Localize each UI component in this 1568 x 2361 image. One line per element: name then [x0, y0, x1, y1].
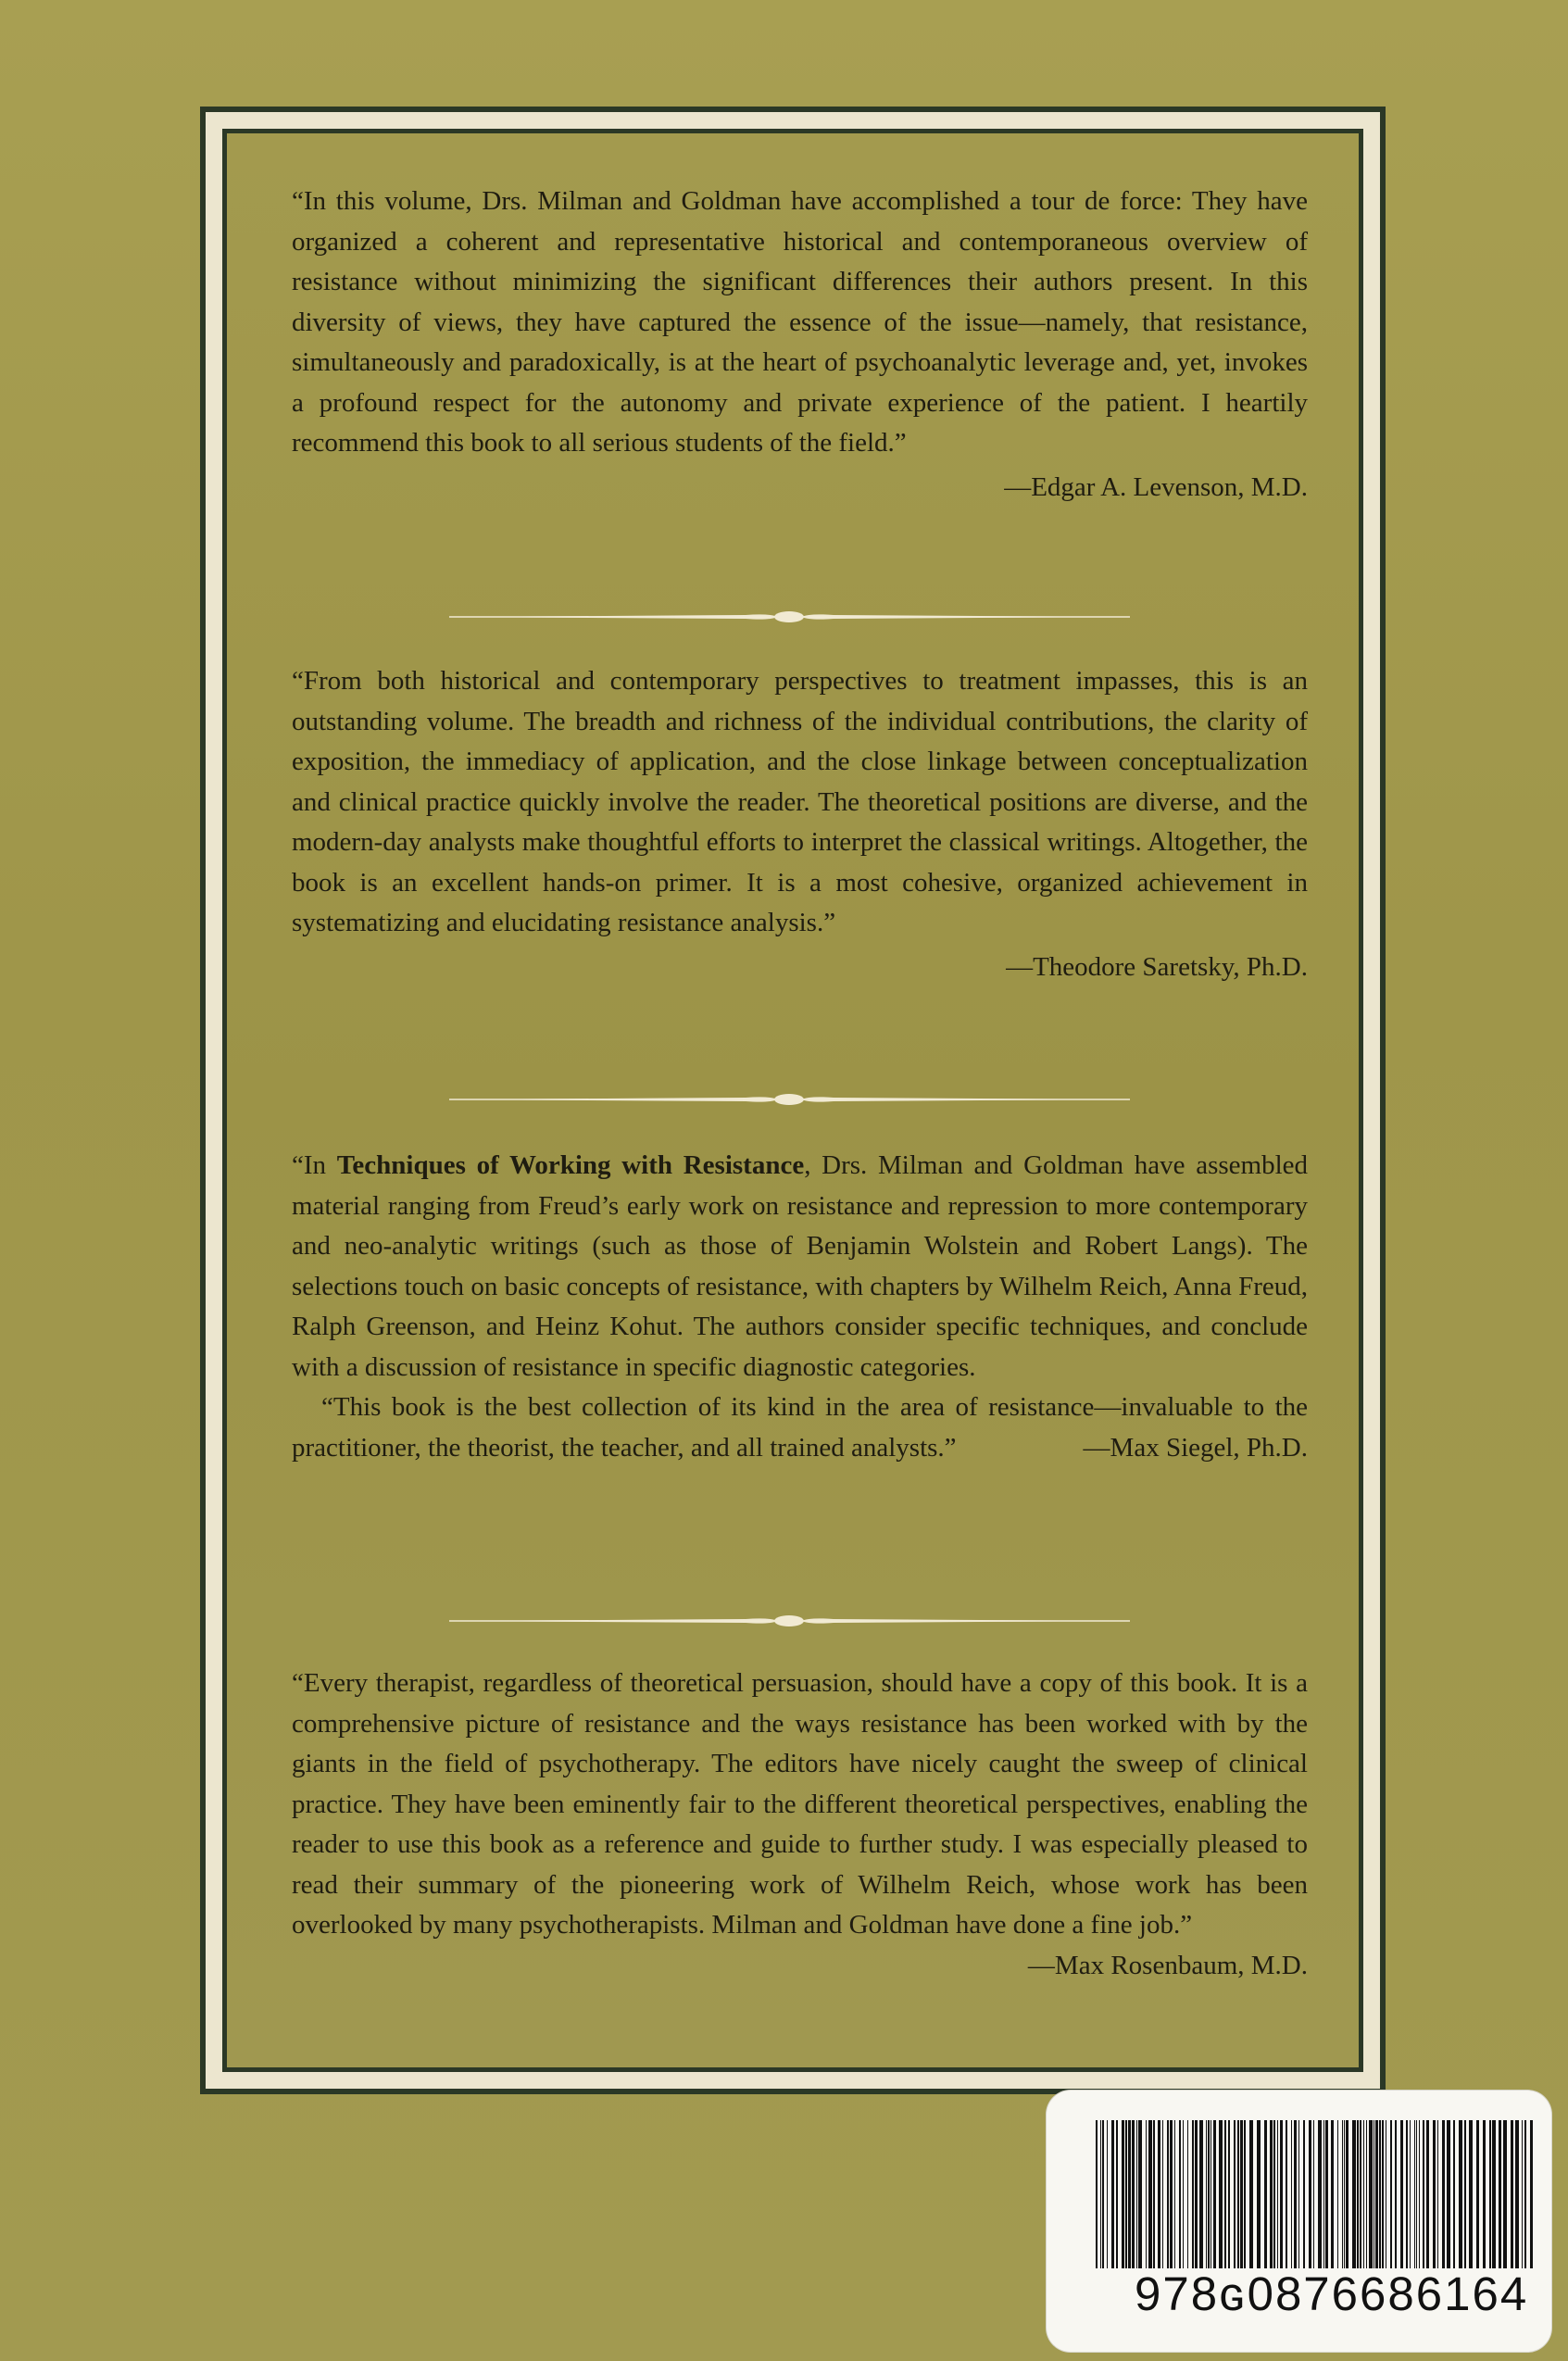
quote-text-start: “In [292, 1150, 337, 1180]
barcode-bar [1183, 2120, 1184, 2268]
barcode-bar [1111, 2120, 1114, 2268]
barcode-bar [1331, 2120, 1334, 2268]
barcode-bar [1530, 2120, 1533, 2268]
barcode-bar [1433, 2120, 1436, 2268]
barcode-bar [1476, 2120, 1479, 2268]
barcode-bar [1153, 2120, 1155, 2268]
quote-text: “Every therapist, regardless of theoretical persuasion, should have a copy of this book. It is a comprehensive picture of resistance and the ways resistance has been worked with by the giants in the field of psychotherapy. The editors have nicely caught the sweep of clinical practice. They have been eminently fair to the different theoretical perspectives, enabling the reader to use this book as a reference and guide to further study. I was especially pleased to read their summary of the pioneering work of Wilhelm Reich, whose work has been overlooked by many psychotherapists. Milman and Goldman have done a fine job.” [292, 1668, 1308, 1940]
barcode-bar [1148, 2120, 1152, 2268]
quote-text-rest: , Drs. Milman and Goldman have assembled material ranging from Freud’s early work on resistance and repression to more contemporary and neo-analytic writings (such as those of Benjamin Wolstein and Robert Langs). The selections touch on basic concepts of resistance, with chapters by Wilhelm Reich, Anna Freud, Ralph Greenson, and Heinz Kohut. The authors consider specific techniques, and conclude with a discussion of resistance in specific diagnostic categories. [292, 1150, 1308, 1382]
barcode-bar [1192, 2120, 1194, 2268]
barcode-bar [1318, 2120, 1322, 2268]
barcode-sticker [1047, 2091, 1551, 2352]
barcode-bar [1382, 2120, 1384, 2268]
barcode-bar [1419, 2120, 1420, 2268]
barcode-bar [1219, 2120, 1223, 2268]
ornament-divider [449, 1612, 1130, 1630]
barcode-bar [1240, 2120, 1243, 2268]
barcode-bar [1174, 2120, 1175, 2268]
barcode-bar [1416, 2120, 1417, 2268]
barcode-bar [1337, 2120, 1338, 2268]
barcode-bar [1492, 2120, 1496, 2268]
barcode-bar [1237, 2120, 1239, 2268]
barcode-bar [1303, 2120, 1305, 2268]
barcode-bar [1342, 2120, 1343, 2268]
barcode-bar [1244, 2120, 1246, 2268]
quote-attribution: —Max Siegel, Ph.D. [1083, 1432, 1308, 1463]
barcode-bar [1291, 2120, 1292, 2268]
barcode-bar [1286, 2120, 1287, 2268]
barcode-bar [1309, 2120, 1311, 2268]
barcode [1096, 2120, 1540, 2268]
barcode-bar [1366, 2120, 1367, 2268]
barcode-bar [1395, 2120, 1397, 2268]
cover-frame-outer [200, 107, 1386, 2094]
barcode-bar [1511, 2120, 1513, 2268]
barcode-bar [1213, 2120, 1216, 2268]
cover-frame-inner [222, 129, 1363, 2072]
barcode-bar [1138, 2120, 1142, 2268]
barcode-bar [1170, 2120, 1173, 2268]
barcode-bar [1224, 2120, 1226, 2268]
isbn-number: 978ɢ0876686164 [1135, 2267, 1529, 2320]
barcode-bar [1437, 2120, 1438, 2268]
quote-saretsky [292, 661, 1308, 987]
barcode-bar [1344, 2120, 1345, 2268]
book-title: Techniques of Working with Resistance [336, 1150, 805, 1180]
barcode-bar [1522, 2120, 1523, 2268]
barcode-bar [1524, 2120, 1526, 2268]
barcode-bar [1426, 2120, 1429, 2268]
barcode-bar [1122, 2120, 1124, 2268]
quote-rosenbaum [292, 1664, 1308, 1986]
barcode-bar [1352, 2120, 1356, 2268]
barcode-bar [1503, 2120, 1507, 2268]
barcode-bar [1195, 2120, 1198, 2268]
barcode-bar [1400, 2120, 1403, 2268]
barcode-bar [1414, 2120, 1415, 2268]
barcode-bar [1107, 2120, 1108, 2268]
barcode-bar [1406, 2120, 1408, 2268]
quote-text: “In this volume, Drs. Milman and Goldman have accomplished a tour de force: They have organized a coherent and representative historical and contemporaneous overview of resistance without minimizing the significant differences their authors present. In this diversity of views, they have captured the essence of the issue—namely, that resistance, simultaneously and paradoxically, is at the heart of psychoanalytic leverage and, yet, invokes a profound respect for the autonomy and private experience of the patient. I heartily recommend this book to all serious students of the field.” [292, 186, 1308, 458]
quote-siegel [292, 1146, 1308, 1468]
barcode-bar [1346, 2120, 1348, 2268]
barcode-bar [1100, 2120, 1101, 2268]
barcode-bar [1515, 2120, 1519, 2268]
barcode-bar [1132, 2120, 1135, 2268]
barcode-bar [1146, 2120, 1147, 2268]
barcode-bar [1357, 2120, 1359, 2268]
barcode-bar [1167, 2120, 1169, 2268]
barcode-bar [1158, 2120, 1160, 2268]
quote-attribution: —Max Rosenbaum, M.D. [1027, 1950, 1308, 1980]
barcode-bar [1390, 2120, 1392, 2268]
quote-text-second: “This book is the best collection of its kind in the area of resistance—invaluable to the practitioner, the theorist, the teacher, and all trained analysts.” [292, 1392, 1308, 1463]
barcode-bar [1447, 2120, 1450, 2268]
barcode-bar [1423, 2120, 1424, 2268]
barcode-bar [1277, 2120, 1278, 2268]
quote-attribution: —Theodore Saretsky, Ph.D. [1006, 951, 1308, 982]
barcode-bar [1128, 2120, 1131, 2268]
barcode-bar [1459, 2120, 1462, 2268]
barcode-bar [1375, 2120, 1378, 2268]
ornament-divider [449, 608, 1130, 626]
barcode-bar [1499, 2120, 1501, 2268]
barcode-bar [1280, 2120, 1283, 2268]
barcode-bar [1125, 2120, 1127, 2268]
quote-attribution: —Edgar A. Levenson, M.D. [1004, 471, 1308, 502]
barcode-bar [1187, 2120, 1188, 2268]
barcode-bar [1257, 2120, 1261, 2268]
barcode-bar [1102, 2120, 1104, 2268]
barcode-bar [1199, 2120, 1203, 2268]
barcode-bar [1294, 2120, 1297, 2268]
barcode-bar [1206, 2120, 1207, 2268]
barcode-bar [1208, 2120, 1210, 2268]
barcode-bar [1273, 2120, 1275, 2268]
quote-text: “From both historical and contemporary perspectives to treatment impasses, this is an outstanding volume. The breadth and richness of the individual contributions, the clarity of exposition, the immediacy of application, and the close linkage between conceptualization and clinical practice quickly involve the reader. The theoretical positions are diverse, and the modern-day analysts make thoughtful efforts to interpret the classical writings. Altogether, the book is an excellent hands-on primer. It is a most cohesive, organized achievement in systematizing and elucidating resistance analysis.” [292, 666, 1308, 937]
barcode-bar [1179, 2120, 1181, 2268]
barcode-bar [1453, 2120, 1455, 2268]
barcode-bar [1298, 2120, 1299, 2268]
barcode-bar [1369, 2120, 1373, 2268]
barcode-bar [1210, 2120, 1211, 2268]
barcode-bar [1162, 2120, 1163, 2268]
quote-levenson [292, 182, 1308, 508]
barcode-bar [1483, 2120, 1486, 2268]
barcode-bar [1270, 2120, 1273, 2268]
barcode-bar [1136, 2120, 1137, 2268]
ornament-divider [449, 1090, 1130, 1109]
barcode-bar [1489, 2120, 1491, 2268]
barcode-bar [1360, 2120, 1361, 2268]
barcode-bar [1464, 2120, 1466, 2268]
barcode-bar [1116, 2120, 1118, 2268]
barcode-bar [1228, 2120, 1230, 2268]
barcode-bar [1234, 2120, 1236, 2268]
barcode-bar [1442, 2120, 1445, 2268]
barcode-bar [1264, 2120, 1267, 2268]
barcode-bar [1410, 2120, 1411, 2268]
barcode-bar [1469, 2120, 1473, 2268]
barcode-bar [1313, 2120, 1314, 2268]
barcode-bar [1249, 2120, 1253, 2268]
barcode-bar [1379, 2120, 1381, 2268]
barcode-bar [1325, 2120, 1328, 2268]
barcode-bar [1096, 2120, 1098, 2268]
barcode-bar [1363, 2120, 1364, 2268]
barcode-bar [1323, 2120, 1324, 2268]
